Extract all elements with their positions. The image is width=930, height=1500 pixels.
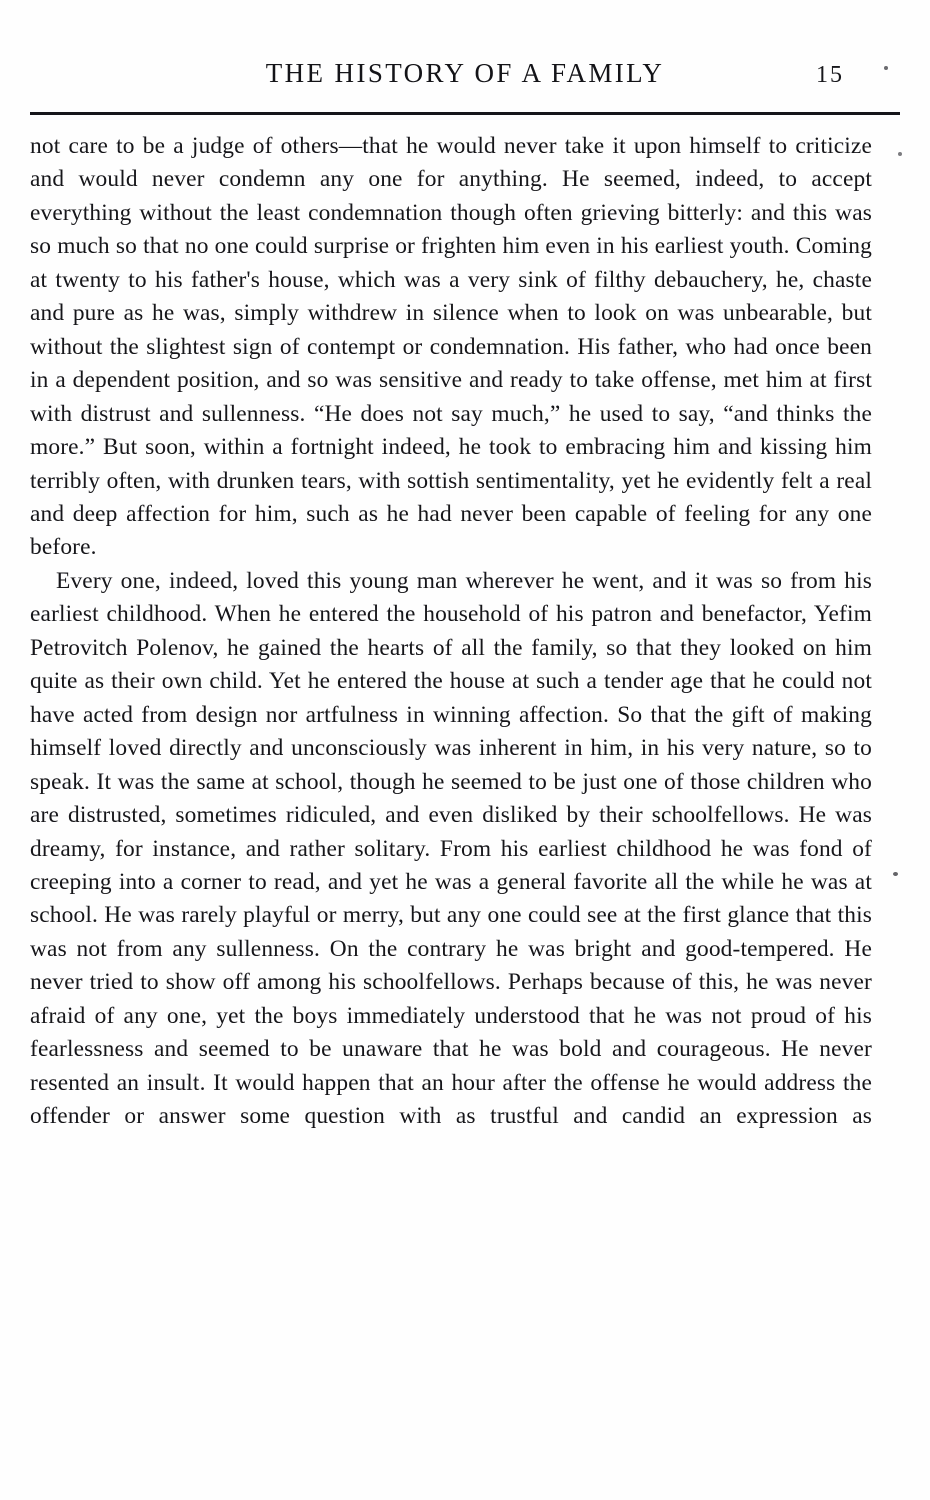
running-title: THE HISTORY OF A FAMILY bbox=[265, 58, 665, 88]
header-rule bbox=[30, 112, 900, 115]
ink-speck-icon bbox=[893, 872, 898, 876]
page-number: 15 bbox=[816, 62, 844, 88]
ink-speck-icon bbox=[884, 66, 888, 70]
paragraph: not care to be a judge of others—that he would never take it upon himself to criticize and would never condemn any one for anything. He seemed, indeed, to accept everything without the least condemnation though often grieving bitterly: and this was so much so that no one could surprise or frighten him even in his earliest youth. Coming at twenty to his father's house, which was a very sink of filthy debauchery, he, chaste and pure as he was, simply withdrew in silence when to look on was unbearable, but without the slightest sign of contempt or condemnation. His father, who had once been in a dependent position, and so was sensitive and ready to take offense, met him at first with distrust and sullenness. “He does not say much,” he used to say, “and thinks the more.” But soon, within a fortnight indeed, he took to embracing him and kissing him terribly often, with drunken tears, with sottish sentimentality, yet he evidently felt a real and deep affection for him, such as he had never been capable of feeling for any one before. bbox=[30, 133, 872, 561]
page-header bbox=[86, 58, 844, 104]
page-body bbox=[30, 130, 872, 1134]
ink-speck-icon bbox=[898, 152, 902, 156]
paragraph: Every one, indeed, loved this young man wherever he went, and it was so from his earliest childhood. When he entered the household of his patron and benefactor, Yefim Petrovitch Polenov, he gained the hearts of all the family, so that they looked on him quite as their own child. Yet he entered the house at such a tender age that he could not have acted from design nor artfulness in winning affection. So that the gift of making himself loved directly and unconsciously was inherent in him, in his very nature, so to speak. It was the same at school, though he seemed to be just one of those children who are distrusted, sometimes ridiculed, and even disliked by their schoolfellows. He was dreamy, for instance, and rather solitary. From his earliest childhood he was fond of creeping into a corner to read, and yet he was a general favorite all the while he was at school. He was rarely playful or merry, but any one could see at the first glance that this was not from any sullenness. On the contrary he was bright and good-tempered. He never tried to show off among his schoolfellows. Perhaps because of this, he was never afraid of any one, yet the boys immediately understood that he was not proud of his fearlessness and seemed to be unaware that he was bold and courageous. He never resented an insult. It would happen that an hour after the offense he would address the offender or answer some question with as trustful and candid an expression as bbox=[30, 567, 872, 1130]
